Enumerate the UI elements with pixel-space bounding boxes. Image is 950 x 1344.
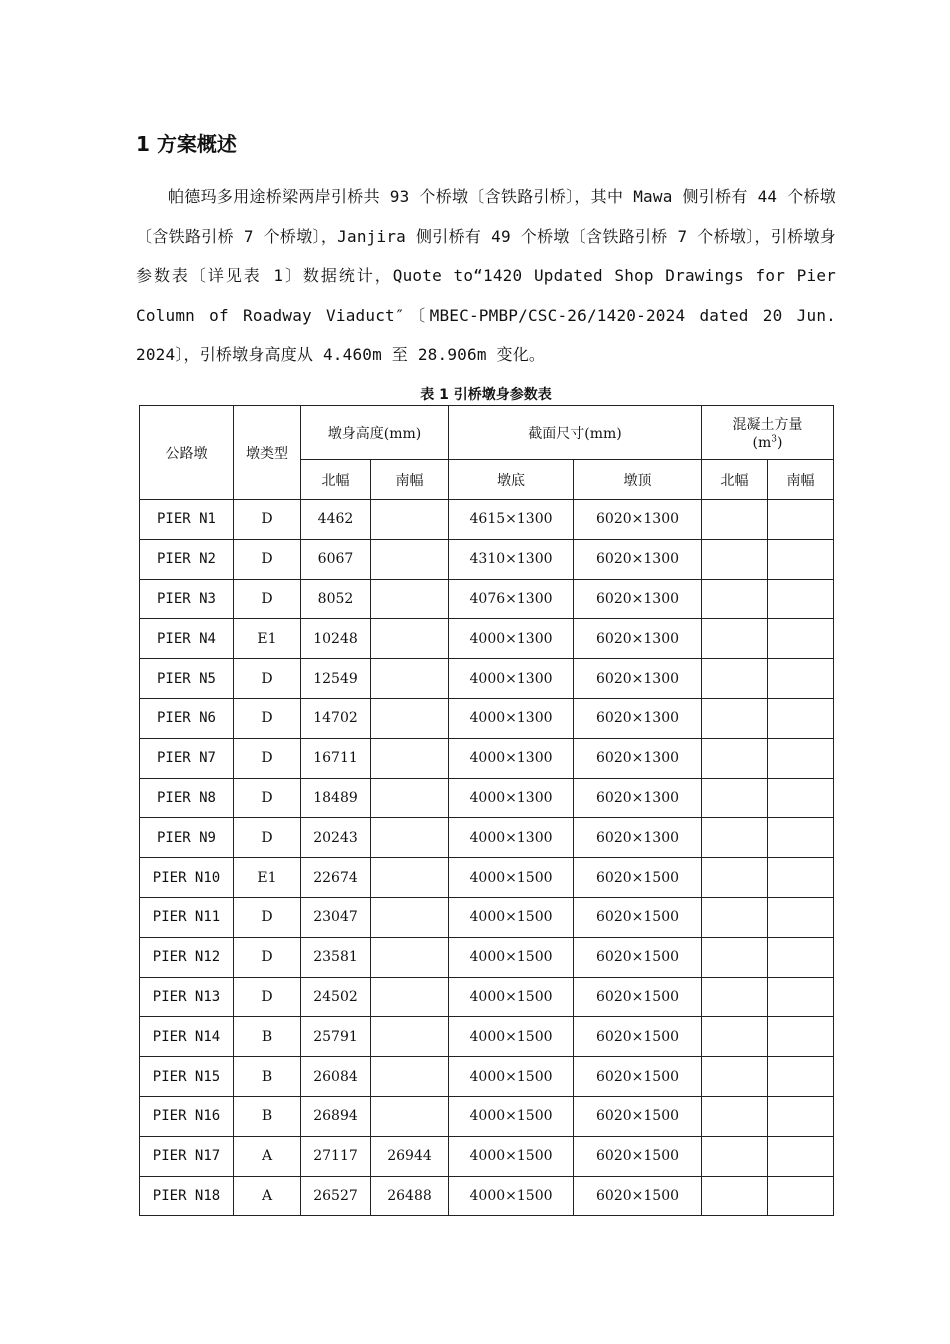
cell-pier: PIER N14 — [140, 1017, 234, 1057]
cell-c-south — [768, 778, 834, 818]
header-concrete-unit: $(m^3)$ — [752, 434, 783, 451]
table-row — [140, 659, 834, 699]
cell-top: 6020×1500 — [574, 1176, 702, 1216]
cell-bottom: 4310×1300 — [449, 539, 574, 579]
cell-c-north — [702, 619, 768, 659]
cell-h-north: 8052 — [301, 579, 371, 619]
cell-h-north: 10248 — [301, 619, 371, 659]
table-row — [140, 619, 834, 659]
table-row — [140, 1096, 834, 1136]
cell-h-south — [371, 500, 449, 540]
cell-bottom: 4000×1500 — [449, 897, 574, 937]
cell-pier: PIER N4 — [140, 619, 234, 659]
cell-c-south — [768, 818, 834, 858]
cell-type: E1 — [234, 619, 301, 659]
cell-c-north — [702, 500, 768, 540]
cell-h-north: 26084 — [301, 1057, 371, 1097]
cell-c-north — [702, 1136, 768, 1176]
table-row — [140, 579, 834, 619]
cell-pier: PIER N9 — [140, 818, 234, 858]
cell-c-north — [702, 977, 768, 1017]
cell-pier: PIER N7 — [140, 738, 234, 778]
cell-h-north: 20243 — [301, 818, 371, 858]
cell-top: 6020×1300 — [574, 539, 702, 579]
header-concrete — [702, 406, 834, 460]
cell-h-north: 22674 — [301, 858, 371, 898]
cell-h-north: 18489 — [301, 778, 371, 818]
cell-top: 6020×1300 — [574, 500, 702, 540]
cell-type: D — [234, 698, 301, 738]
cell-c-north — [702, 579, 768, 619]
header-concrete-label: 混凝土方量 — [732, 417, 803, 434]
cell-top: 6020×1500 — [574, 897, 702, 937]
table-row — [140, 937, 834, 977]
header-height: 墩身高度(mm) — [301, 406, 449, 460]
header-concrete-south: 南幅 — [768, 460, 834, 500]
cell-c-south — [768, 1096, 834, 1136]
cell-top: 6020×1300 — [574, 698, 702, 738]
cell-pier: PIER N17 — [140, 1136, 234, 1176]
cell-pier: PIER N16 — [140, 1096, 234, 1136]
cell-c-south — [768, 897, 834, 937]
header-section-top: 墩顶 — [574, 460, 702, 500]
cell-top: 6020×1500 — [574, 858, 702, 898]
cell-h-north: 24502 — [301, 977, 371, 1017]
cell-c-south — [768, 937, 834, 977]
cell-pier: PIER N6 — [140, 698, 234, 738]
cell-c-south — [768, 977, 834, 1017]
cell-top: 6020×1500 — [574, 1136, 702, 1176]
cell-type: D — [234, 937, 301, 977]
cell-h-north: 12549 — [301, 659, 371, 699]
cell-h-south — [371, 778, 449, 818]
cell-type: D — [234, 778, 301, 818]
cell-h-south — [371, 977, 449, 1017]
table-row — [140, 858, 834, 898]
cell-c-north — [702, 1017, 768, 1057]
cell-type: B — [234, 1096, 301, 1136]
cell-pier: PIER N3 — [140, 579, 234, 619]
cell-type: A — [234, 1136, 301, 1176]
cell-bottom: 4000×1300 — [449, 698, 574, 738]
cell-top: 6020×1300 — [574, 818, 702, 858]
cell-c-south — [768, 1057, 834, 1097]
table-row — [140, 1057, 834, 1097]
cell-c-north — [702, 1096, 768, 1136]
cell-h-south — [371, 1017, 449, 1057]
table-body — [140, 500, 834, 1216]
table-row — [140, 539, 834, 579]
cell-bottom: 4000×1500 — [449, 977, 574, 1017]
table-row — [140, 818, 834, 858]
cell-h-south — [371, 579, 449, 619]
cell-bottom: 4076×1300 — [449, 579, 574, 619]
cell-c-south — [768, 1176, 834, 1216]
header-type: 墩类型 — [234, 406, 301, 500]
cell-pier: PIER N15 — [140, 1057, 234, 1097]
section-heading: 1 方案概述 — [136, 132, 237, 156]
cell-pier: PIER N12 — [140, 937, 234, 977]
cell-bottom: 4615×1300 — [449, 500, 574, 540]
cell-bottom: 4000×1300 — [449, 778, 574, 818]
cell-c-north — [702, 937, 768, 977]
cell-c-south — [768, 539, 834, 579]
cell-top: 6020×1300 — [574, 738, 702, 778]
header-pier: 公路墩 — [140, 406, 234, 500]
cell-c-south — [768, 579, 834, 619]
table-row — [140, 698, 834, 738]
cell-c-north — [702, 778, 768, 818]
table-row — [140, 1176, 834, 1216]
cell-h-north: 23581 — [301, 937, 371, 977]
cell-type: D — [234, 897, 301, 937]
cell-bottom: 4000×1500 — [449, 1096, 574, 1136]
cell-h-south: 26944 — [371, 1136, 449, 1176]
cell-h-north: 16711 — [301, 738, 371, 778]
cell-pier: PIER N11 — [140, 897, 234, 937]
cell-h-south — [371, 738, 449, 778]
cell-top: 6020×1500 — [574, 977, 702, 1017]
cell-type: B — [234, 1017, 301, 1057]
cell-bottom: 4000×1300 — [449, 738, 574, 778]
cell-top: 6020×1300 — [574, 579, 702, 619]
cell-h-south — [371, 1057, 449, 1097]
cell-h-north: 4462 — [301, 500, 371, 540]
cell-type: B — [234, 1057, 301, 1097]
cell-type: A — [234, 1176, 301, 1216]
cell-h-north: 26894 — [301, 1096, 371, 1136]
table-row — [140, 778, 834, 818]
cell-c-south — [768, 738, 834, 778]
cell-type: D — [234, 818, 301, 858]
cell-c-south — [768, 1017, 834, 1057]
cell-top: 6020×1500 — [574, 1017, 702, 1057]
cell-bottom: 4000×1300 — [449, 659, 574, 699]
table-row — [140, 738, 834, 778]
cell-top: 6020×1500 — [574, 1057, 702, 1097]
header-section-bottom: 墩底 — [449, 460, 574, 500]
cell-pier: PIER N13 — [140, 977, 234, 1017]
cell-bottom: 4000×1500 — [449, 937, 574, 977]
cell-c-north — [702, 1176, 768, 1216]
cell-h-south — [371, 897, 449, 937]
cell-h-south — [371, 818, 449, 858]
cell-top: 6020×1300 — [574, 619, 702, 659]
table-row — [140, 897, 834, 937]
cell-h-south: 26488 — [371, 1176, 449, 1216]
cell-c-north — [702, 738, 768, 778]
cell-bottom: 4000×1500 — [449, 1176, 574, 1216]
table-row — [140, 500, 834, 540]
cell-c-south — [768, 698, 834, 738]
header-row-1 — [140, 406, 834, 460]
cell-type: D — [234, 579, 301, 619]
cell-c-north — [702, 539, 768, 579]
table-row — [140, 977, 834, 1017]
cell-h-south — [371, 858, 449, 898]
cell-pier: PIER N10 — [140, 858, 234, 898]
cell-h-south — [371, 698, 449, 738]
cell-c-south — [768, 619, 834, 659]
cell-top: 6020×1300 — [574, 659, 702, 699]
cell-type: D — [234, 977, 301, 1017]
cell-pier: PIER N8 — [140, 778, 234, 818]
cell-h-south — [371, 619, 449, 659]
overview-paragraph: 帕德玛多用途桥梁两岸引桥共 93 个桥墩〔含铁路引桥〕，其中 Mawa 侧引桥有 44 个桥墩〔含铁路引桥 7 个桥墩〕，Janjira 侧引桥有 49 个桥墩〔含铁路引桥 7 个桥墩〕，引桥墩身参数表〔详见表 1〕数据统计，Quote to“1420 Updated Shop Drawings for Pier Column of Roadway Viaduct″〔MBEC-PMBP/CSC-26/1420-2024 dated 20 Jun. 2024〕，引桥墩身高度从 4.460m 至 28.906m 变化。 — [136, 187, 836, 365]
cell-bottom: 4000×1300 — [449, 818, 574, 858]
pier-parameter-table — [139, 405, 834, 1216]
cell-top: 6020×1500 — [574, 1096, 702, 1136]
cell-c-north — [702, 818, 768, 858]
cell-pier: PIER N18 — [140, 1176, 234, 1216]
cell-type: D — [234, 500, 301, 540]
cell-h-south — [371, 539, 449, 579]
header-section: 截面尺寸(mm) — [449, 406, 702, 460]
cell-c-north — [702, 858, 768, 898]
cell-bottom: 4000×1500 — [449, 1136, 574, 1176]
header-height-north: 北幅 — [301, 460, 371, 500]
cell-c-south — [768, 858, 834, 898]
cell-c-north — [702, 1057, 768, 1097]
cell-bottom: 4000×1300 — [449, 619, 574, 659]
header-concrete-north: 北幅 — [702, 460, 768, 500]
table-row — [140, 1017, 834, 1057]
cell-c-north — [702, 897, 768, 937]
cell-type: E1 — [234, 858, 301, 898]
cell-h-south — [371, 1096, 449, 1136]
cell-pier: PIER N1 — [140, 500, 234, 540]
cell-h-north: 25791 — [301, 1017, 371, 1057]
cell-c-north — [702, 659, 768, 699]
cell-c-south — [768, 500, 834, 540]
cell-top: 6020×1300 — [574, 778, 702, 818]
cell-h-south — [371, 659, 449, 699]
cell-bottom: 4000×1500 — [449, 1017, 574, 1057]
cell-bottom: 4000×1500 — [449, 858, 574, 898]
cell-bottom: 4000×1500 — [449, 1057, 574, 1097]
cell-h-north: 23047 — [301, 897, 371, 937]
cell-h-south — [371, 937, 449, 977]
cell-top: 6020×1500 — [574, 937, 702, 977]
cell-pier: PIER N5 — [140, 659, 234, 699]
cell-h-north: 14702 — [301, 698, 371, 738]
cell-h-north: 26527 — [301, 1176, 371, 1216]
cell-h-north: 27117 — [301, 1136, 371, 1176]
table-row — [140, 1136, 834, 1176]
cell-pier: PIER N2 — [140, 539, 234, 579]
cell-h-north: 6067 — [301, 539, 371, 579]
cell-c-north — [702, 698, 768, 738]
cell-c-south — [768, 1136, 834, 1176]
header-height-south: 南幅 — [371, 460, 449, 500]
cell-c-south — [768, 659, 834, 699]
cell-type: D — [234, 539, 301, 579]
cell-type: D — [234, 738, 301, 778]
table-caption: 表 1 引桥墩身参数表 — [420, 387, 552, 403]
cell-type: D — [234, 659, 301, 699]
